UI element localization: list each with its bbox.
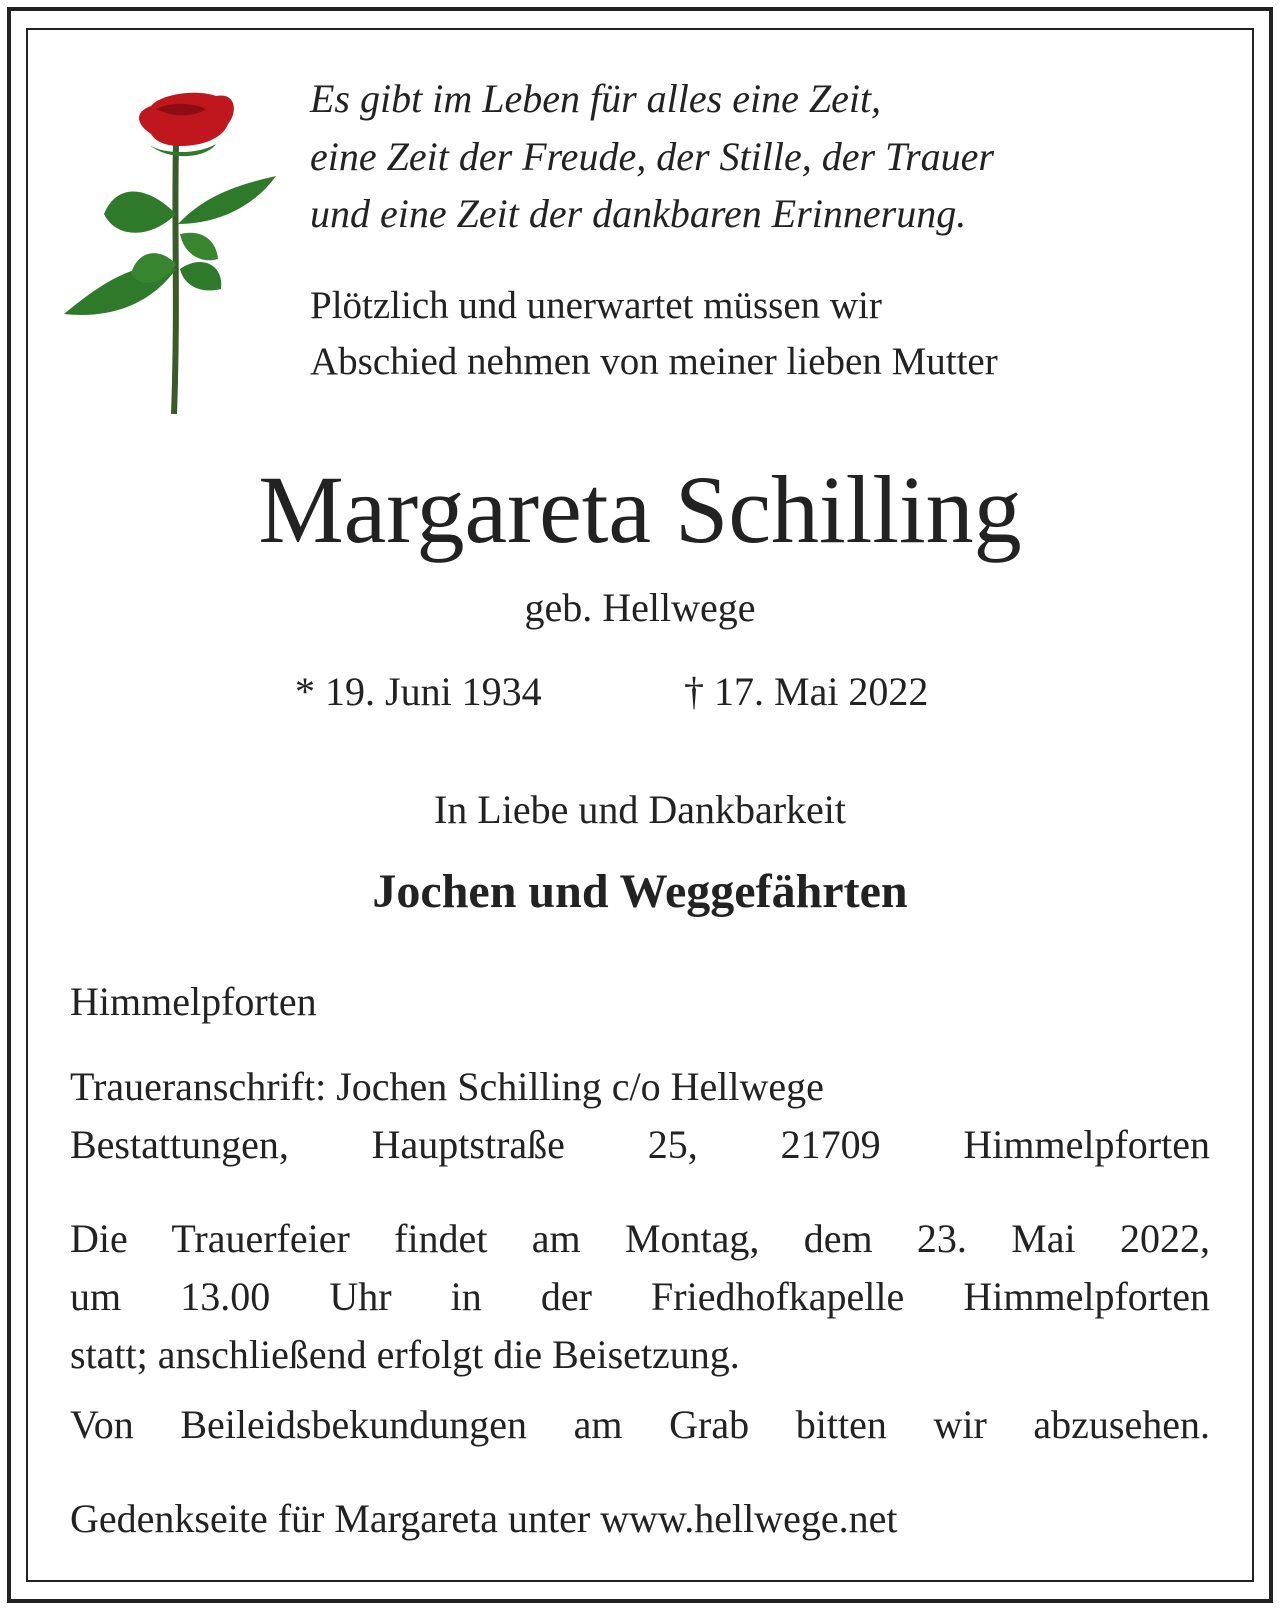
mourners-phrase: In Liebe und Dankbarkeit: [433, 787, 847, 832]
service-line: um 13.00 Uhr in der Friedhofkapelle Himmelpforten: [70, 1274, 1210, 1319]
quote-line: und eine Zeit der dankbaren Erinnerung.: [310, 191, 967, 236]
address-line: Traueranschrift: Jochen Schilling c/o Hellwege: [70, 1064, 824, 1109]
quote-line: Es gibt im Leben für alles eine Zeit,: [310, 76, 882, 121]
deceased-name: Margareta Schilling: [258, 456, 1022, 563]
memorial-note: Gedenkseite für Margareta unter www.hellwege.net: [70, 1496, 898, 1541]
address-line: Bestattungen, Hauptstraße 25, 21709 Himmelpforten: [70, 1122, 1210, 1167]
maiden-name: geb. Hellwege: [524, 585, 756, 630]
service-line: statt; anschließend erfolgt die Beisetzung.: [70, 1332, 740, 1377]
birth-date: * 19. Juni 1934: [295, 669, 542, 714]
intro-line: Plötzlich und unerwartet müssen wir: [310, 284, 882, 327]
quote-line: eine Zeit der Freude, der Stille, der Trauer: [310, 134, 994, 179]
death-date: † 17. Mai 2022: [684, 669, 929, 714]
mourners-names: Jochen und Weggefährten: [372, 865, 908, 918]
intro-line: Abschied nehmen von meiner lieben Mutter: [310, 340, 998, 383]
rose-icon: [56, 64, 286, 424]
service-line: Die Trauerfeier findet am Montag, dem 23. Mai 2022,: [70, 1216, 1210, 1261]
place: Himmelpforten: [70, 979, 317, 1024]
condolence-note: Von Beileidsbekundungen am Grab bitten wir abzusehen.: [70, 1402, 1210, 1447]
